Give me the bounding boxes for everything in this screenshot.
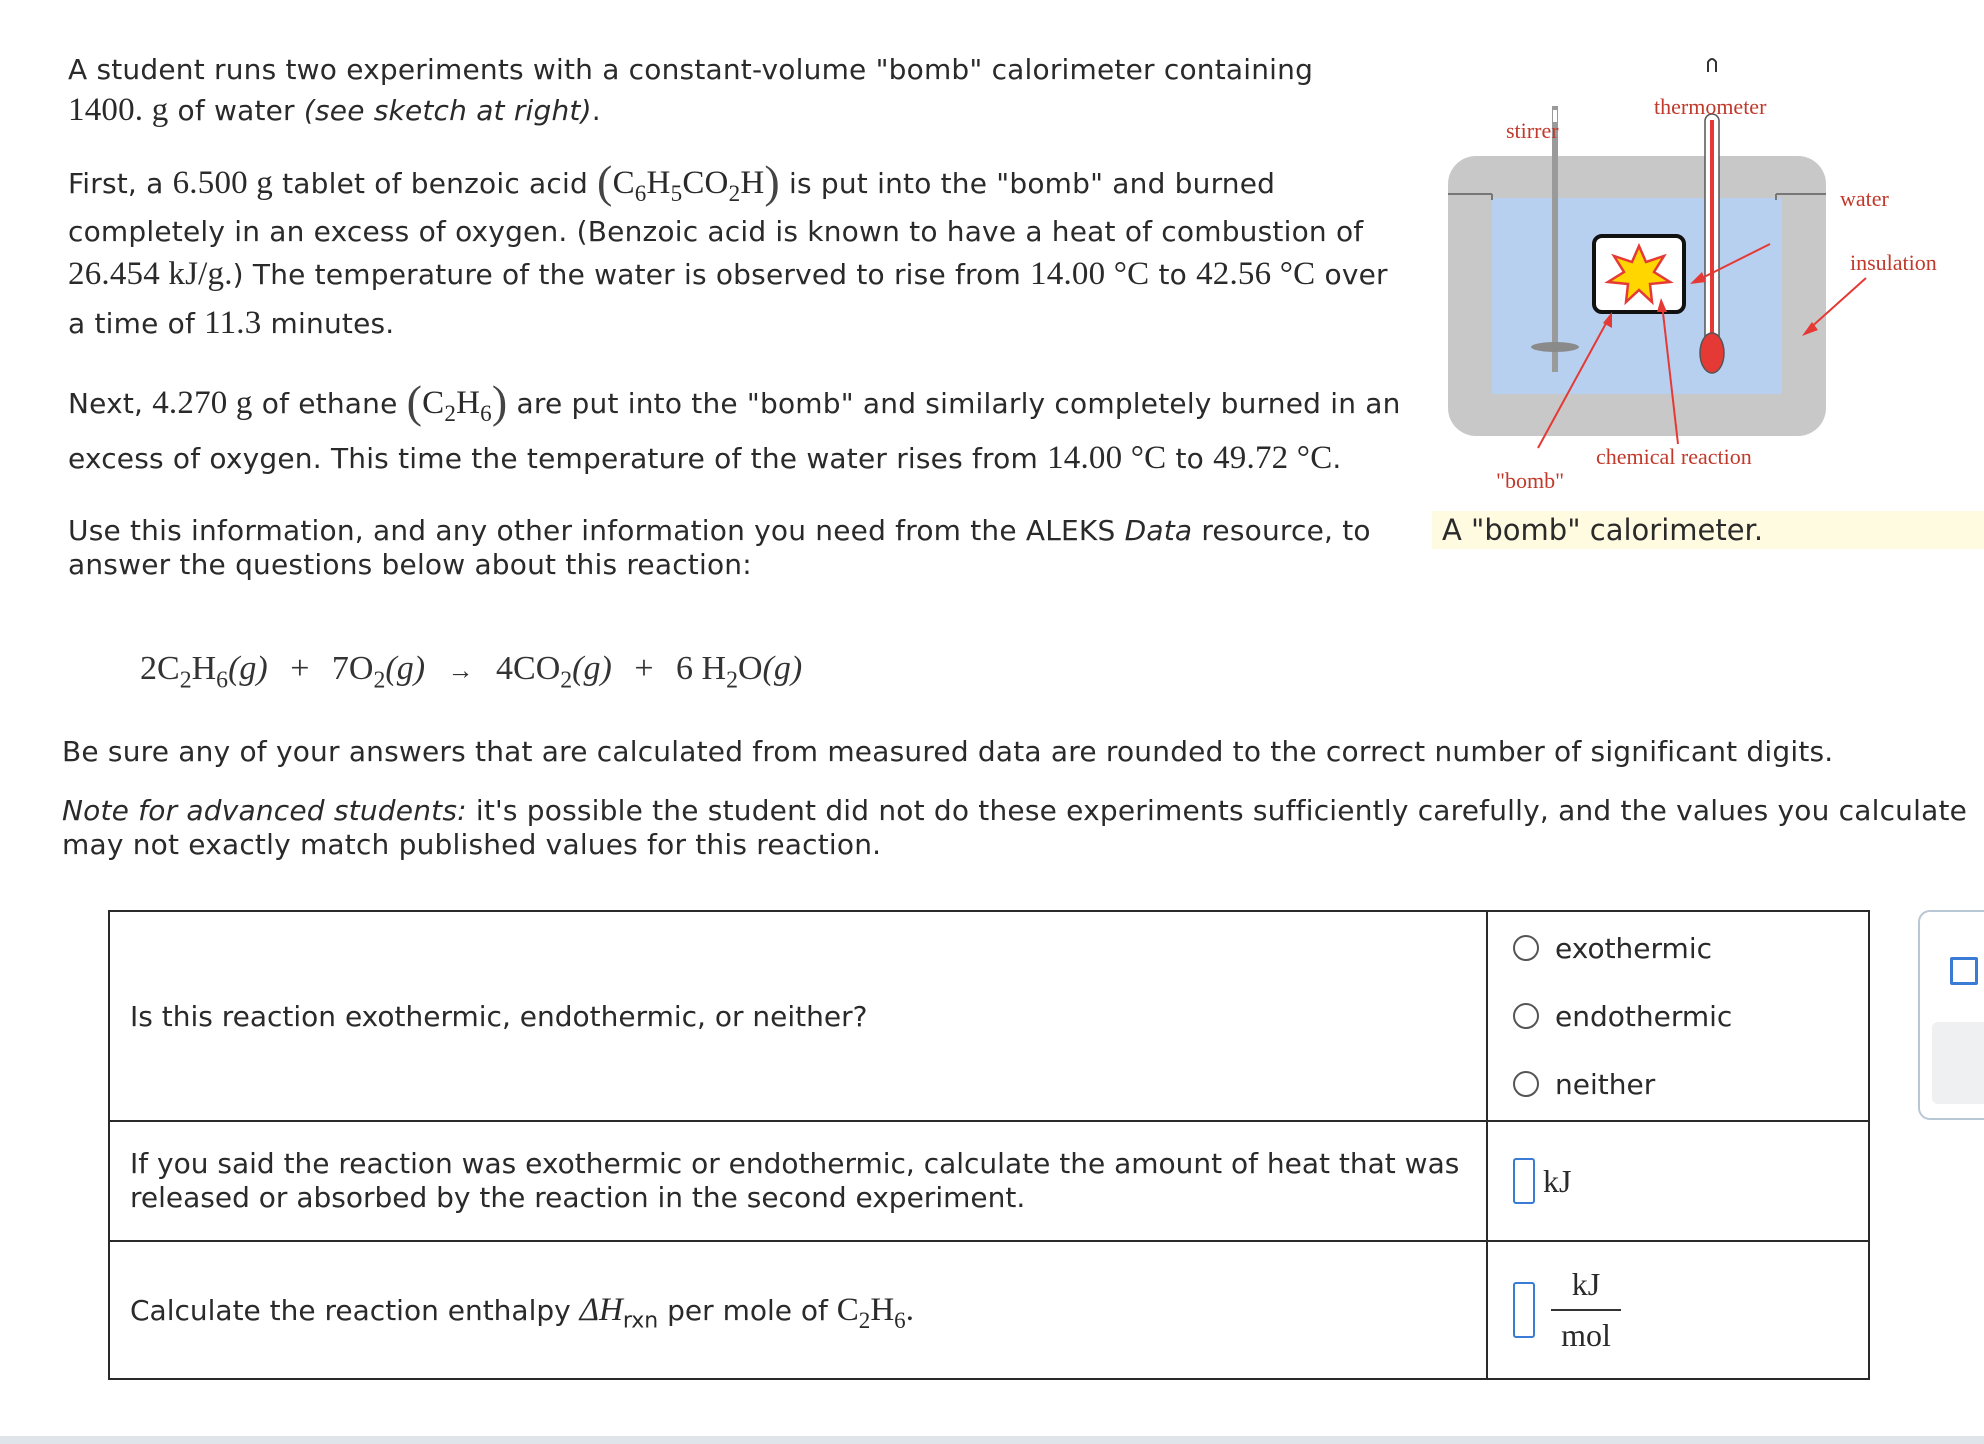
heat-answer-group xyxy=(1489,1158,1867,1204)
benzoic-mass: 6.500 g xyxy=(172,165,273,201)
formula-part: C xyxy=(836,1291,859,1328)
exp2-text: Next, xyxy=(68,387,153,420)
chemical-reaction-label: chemical reaction xyxy=(1596,444,1752,469)
radio-endothermic[interactable] xyxy=(1513,1003,1539,1029)
ethane-formula xyxy=(422,385,492,427)
paren-open: ( xyxy=(406,376,423,427)
question-row-2 xyxy=(109,1121,1869,1241)
delta-h: ΔH xyxy=(579,1291,623,1328)
rxn-sub: rxn xyxy=(622,1308,659,1334)
eq-sub: 2 xyxy=(179,667,192,694)
exp2-text: of ethane xyxy=(252,387,407,420)
radio-neither[interactable] xyxy=(1513,1071,1539,1097)
thermometer-top xyxy=(1708,59,1716,72)
formula-part: C xyxy=(612,165,635,201)
paren-close: ) xyxy=(764,156,780,207)
eq-part: H xyxy=(191,650,217,687)
exp1-temp-start: 14.00 °C xyxy=(1030,256,1150,292)
note-label: Note for advanced students: xyxy=(62,794,467,827)
exp1-temp-end: 42.56 °C xyxy=(1196,256,1316,292)
stirrer-paddle xyxy=(1531,342,1579,352)
enthalpy-answer-group xyxy=(1489,1266,1867,1354)
exp1-text: tablet of benzoic acid xyxy=(273,167,598,200)
tool-button[interactable] xyxy=(1932,1022,1984,1104)
thermometer-bulb xyxy=(1700,333,1724,373)
formula-sub: 2 xyxy=(728,180,741,207)
exp2-text: to xyxy=(1166,442,1214,475)
sig-digits-instruction: Be sure any of your answers that are calculated from measured data are rounded to the correct number of significant digits. xyxy=(62,735,1834,768)
formula-part: C xyxy=(422,385,445,421)
formula-sub: 2 xyxy=(858,1306,871,1333)
exp1-line-3 xyxy=(68,254,1468,295)
paren-open: ( xyxy=(597,156,613,207)
water-mass: 1400. g xyxy=(68,92,169,128)
exp1-text: minutes. xyxy=(261,307,395,340)
eq-part: O xyxy=(737,650,763,687)
formula-sub: 6 xyxy=(480,400,492,427)
bomb-calorimeter-diagram xyxy=(1440,50,1980,510)
eq-state: (g) xyxy=(228,650,268,687)
intro-line-2 xyxy=(68,90,1428,131)
fraction-bar xyxy=(1551,1309,1621,1311)
exp2-temp-start: 14.00 °C xyxy=(1047,440,1167,476)
eq-part: 4CO xyxy=(496,650,561,687)
eq-state: (g) xyxy=(762,650,803,687)
eq-part: 6 H xyxy=(676,650,727,687)
formula-sub: 6 xyxy=(634,180,647,207)
note-line-2: may not exactly match published values for this reaction. xyxy=(62,828,882,861)
formula-part: H xyxy=(646,165,671,201)
exp1-line-4 xyxy=(68,303,1468,344)
heat-unit: kJ xyxy=(1543,1162,1572,1199)
eq-sub: 2 xyxy=(560,667,573,694)
use-info-text: Use this information, and any other information you need from the ALEKS xyxy=(68,514,1125,547)
exp2-temp-end: 49.72 °C xyxy=(1213,440,1333,476)
formula-part: H xyxy=(740,165,765,201)
option-endothermic[interactable] xyxy=(1489,982,1867,1050)
exp2-text: excess of oxygen. This time the temperature of the water rises from xyxy=(68,442,1048,475)
answer-3-cell xyxy=(1487,1241,1869,1379)
option-exothermic[interactable] xyxy=(1489,914,1867,982)
eq-part: 2C xyxy=(140,650,180,687)
answer-2-cell xyxy=(1487,1121,1869,1241)
question-3-cell xyxy=(109,1241,1487,1379)
experiment-2-paragraph xyxy=(68,376,1468,479)
heat-of-combustion: 26.454 kJ/g. xyxy=(68,256,233,292)
benzoic-formula xyxy=(612,165,765,207)
exp1-text: over xyxy=(1315,258,1388,291)
question-row-1 xyxy=(109,911,1869,1121)
questions-table xyxy=(108,910,1870,1380)
paren-close: ) xyxy=(491,376,508,427)
option-neither[interactable] xyxy=(1489,1050,1867,1118)
intro-period: . xyxy=(591,94,601,127)
eq-arrow: → xyxy=(447,656,474,685)
formula-part: H xyxy=(870,1291,895,1328)
caption-text: A "bomb" calorimeter. xyxy=(1442,513,1764,547)
eq-plus: + xyxy=(290,650,310,687)
thermometer-mercury xyxy=(1710,120,1714,340)
formula-part: CO xyxy=(682,165,729,201)
exp2-line-1 xyxy=(68,376,1468,438)
eq-plus: + xyxy=(634,650,654,687)
exp1-text: ) The temperature of the water is observed to rise from xyxy=(232,258,1031,291)
stirrer-shaft xyxy=(1552,106,1558,372)
use-info-line-1 xyxy=(68,514,1448,548)
question-3-text: Calculate the reaction enthalpy xyxy=(130,1293,580,1327)
radio-exothermic[interactable] xyxy=(1513,935,1539,961)
formula-period: . xyxy=(905,1291,914,1328)
experiment-1-paragraph xyxy=(68,156,1468,344)
eq-sub: 6 xyxy=(216,667,229,694)
stirrer-label: stirrer xyxy=(1506,118,1559,143)
advanced-note xyxy=(62,794,1982,862)
ethane-mass: 4.270 g xyxy=(152,385,253,421)
insulation-label: insulation xyxy=(1850,250,1937,275)
exp1-time: 11.3 xyxy=(204,305,262,341)
intro-text: of water xyxy=(168,94,304,127)
note-line-1 xyxy=(62,794,1982,828)
reaction-equation xyxy=(140,650,803,694)
unit-denominator: mol xyxy=(1561,1317,1611,1353)
exp2-text: . xyxy=(1332,442,1342,475)
use-info-paragraph xyxy=(68,514,1448,582)
checkbox-tool-icon[interactable] xyxy=(1950,957,1978,985)
formula-part: H xyxy=(456,385,481,421)
formula-sub: 5 xyxy=(670,180,683,207)
bottom-bar xyxy=(0,1436,1984,1444)
bomb-label: "bomb" xyxy=(1496,468,1565,493)
question-2-cell xyxy=(109,1121,1487,1241)
see-sketch-note: (see sketch at right) xyxy=(303,94,592,127)
question-2-line-1: If you said the reaction was exothermic or endothermic, calculate the amount of heat that was xyxy=(130,1147,1460,1180)
question-1-cell xyxy=(109,911,1487,1121)
exp1-text: First, a xyxy=(68,167,173,200)
eq-sub: 2 xyxy=(726,667,738,694)
intro-line-1: A student runs two experiments with a constant-volume "bomb" calorimeter containing xyxy=(68,53,1314,86)
note-text: it's possible the student did not do these experiments sufficiently carefully, and the values you calculate xyxy=(466,794,1968,827)
option-label: endothermic xyxy=(1555,999,1733,1033)
formula-sub: 6 xyxy=(894,1306,906,1333)
eq-part: 7O xyxy=(331,650,374,687)
exp1-text: a time of xyxy=(68,307,205,340)
eq-state: (g) xyxy=(385,650,426,687)
heat-input[interactable] xyxy=(1513,1158,1535,1204)
question-3-text: per mole of xyxy=(658,1293,837,1327)
thermometer-label: thermometer xyxy=(1654,94,1767,119)
enthalpy-input[interactable] xyxy=(1513,1282,1535,1338)
intro-paragraph xyxy=(68,50,1428,131)
question-1-text: Is this reaction exothermic, endothermic, or neither? xyxy=(130,999,868,1033)
eq-sub: 2 xyxy=(373,667,386,694)
data-resource-word: Data xyxy=(1124,514,1193,547)
delta-h-symbol xyxy=(580,1292,623,1328)
exp1-line-2: completely in an excess of oxygen. (Benzoic acid is known to have a heat of combustion of xyxy=(68,215,1364,248)
formula-sub: 2 xyxy=(444,400,457,427)
exp2-line-2 xyxy=(68,438,1468,479)
option-label: neither xyxy=(1555,1067,1656,1101)
eq-state: (g) xyxy=(572,650,612,687)
exp1-text: is put into the "bomb" and burned xyxy=(779,167,1276,200)
ethane-formula-q3 xyxy=(836,1291,914,1333)
unit-numerator: kJ xyxy=(1571,1266,1601,1302)
exp1-text: to xyxy=(1149,258,1197,291)
option-label: exothermic xyxy=(1555,931,1712,965)
exp2-text: are put into the "bomb" and similarly completely burned in an xyxy=(507,387,1401,420)
answer-1-cell xyxy=(1487,911,1869,1121)
diagram-caption xyxy=(1432,511,1984,549)
exp1-line-1 xyxy=(68,156,1468,212)
question-2-line-2: released or absorbed by the reaction in the second experiment. xyxy=(130,1181,1026,1214)
water-label: water xyxy=(1840,186,1889,211)
enthalpy-unit-fraction xyxy=(1551,1266,1621,1354)
question-row-3 xyxy=(109,1241,1869,1379)
use-info-text: resource, to xyxy=(1192,514,1371,547)
use-info-line-2: answer the questions below about this reaction: xyxy=(68,548,752,581)
